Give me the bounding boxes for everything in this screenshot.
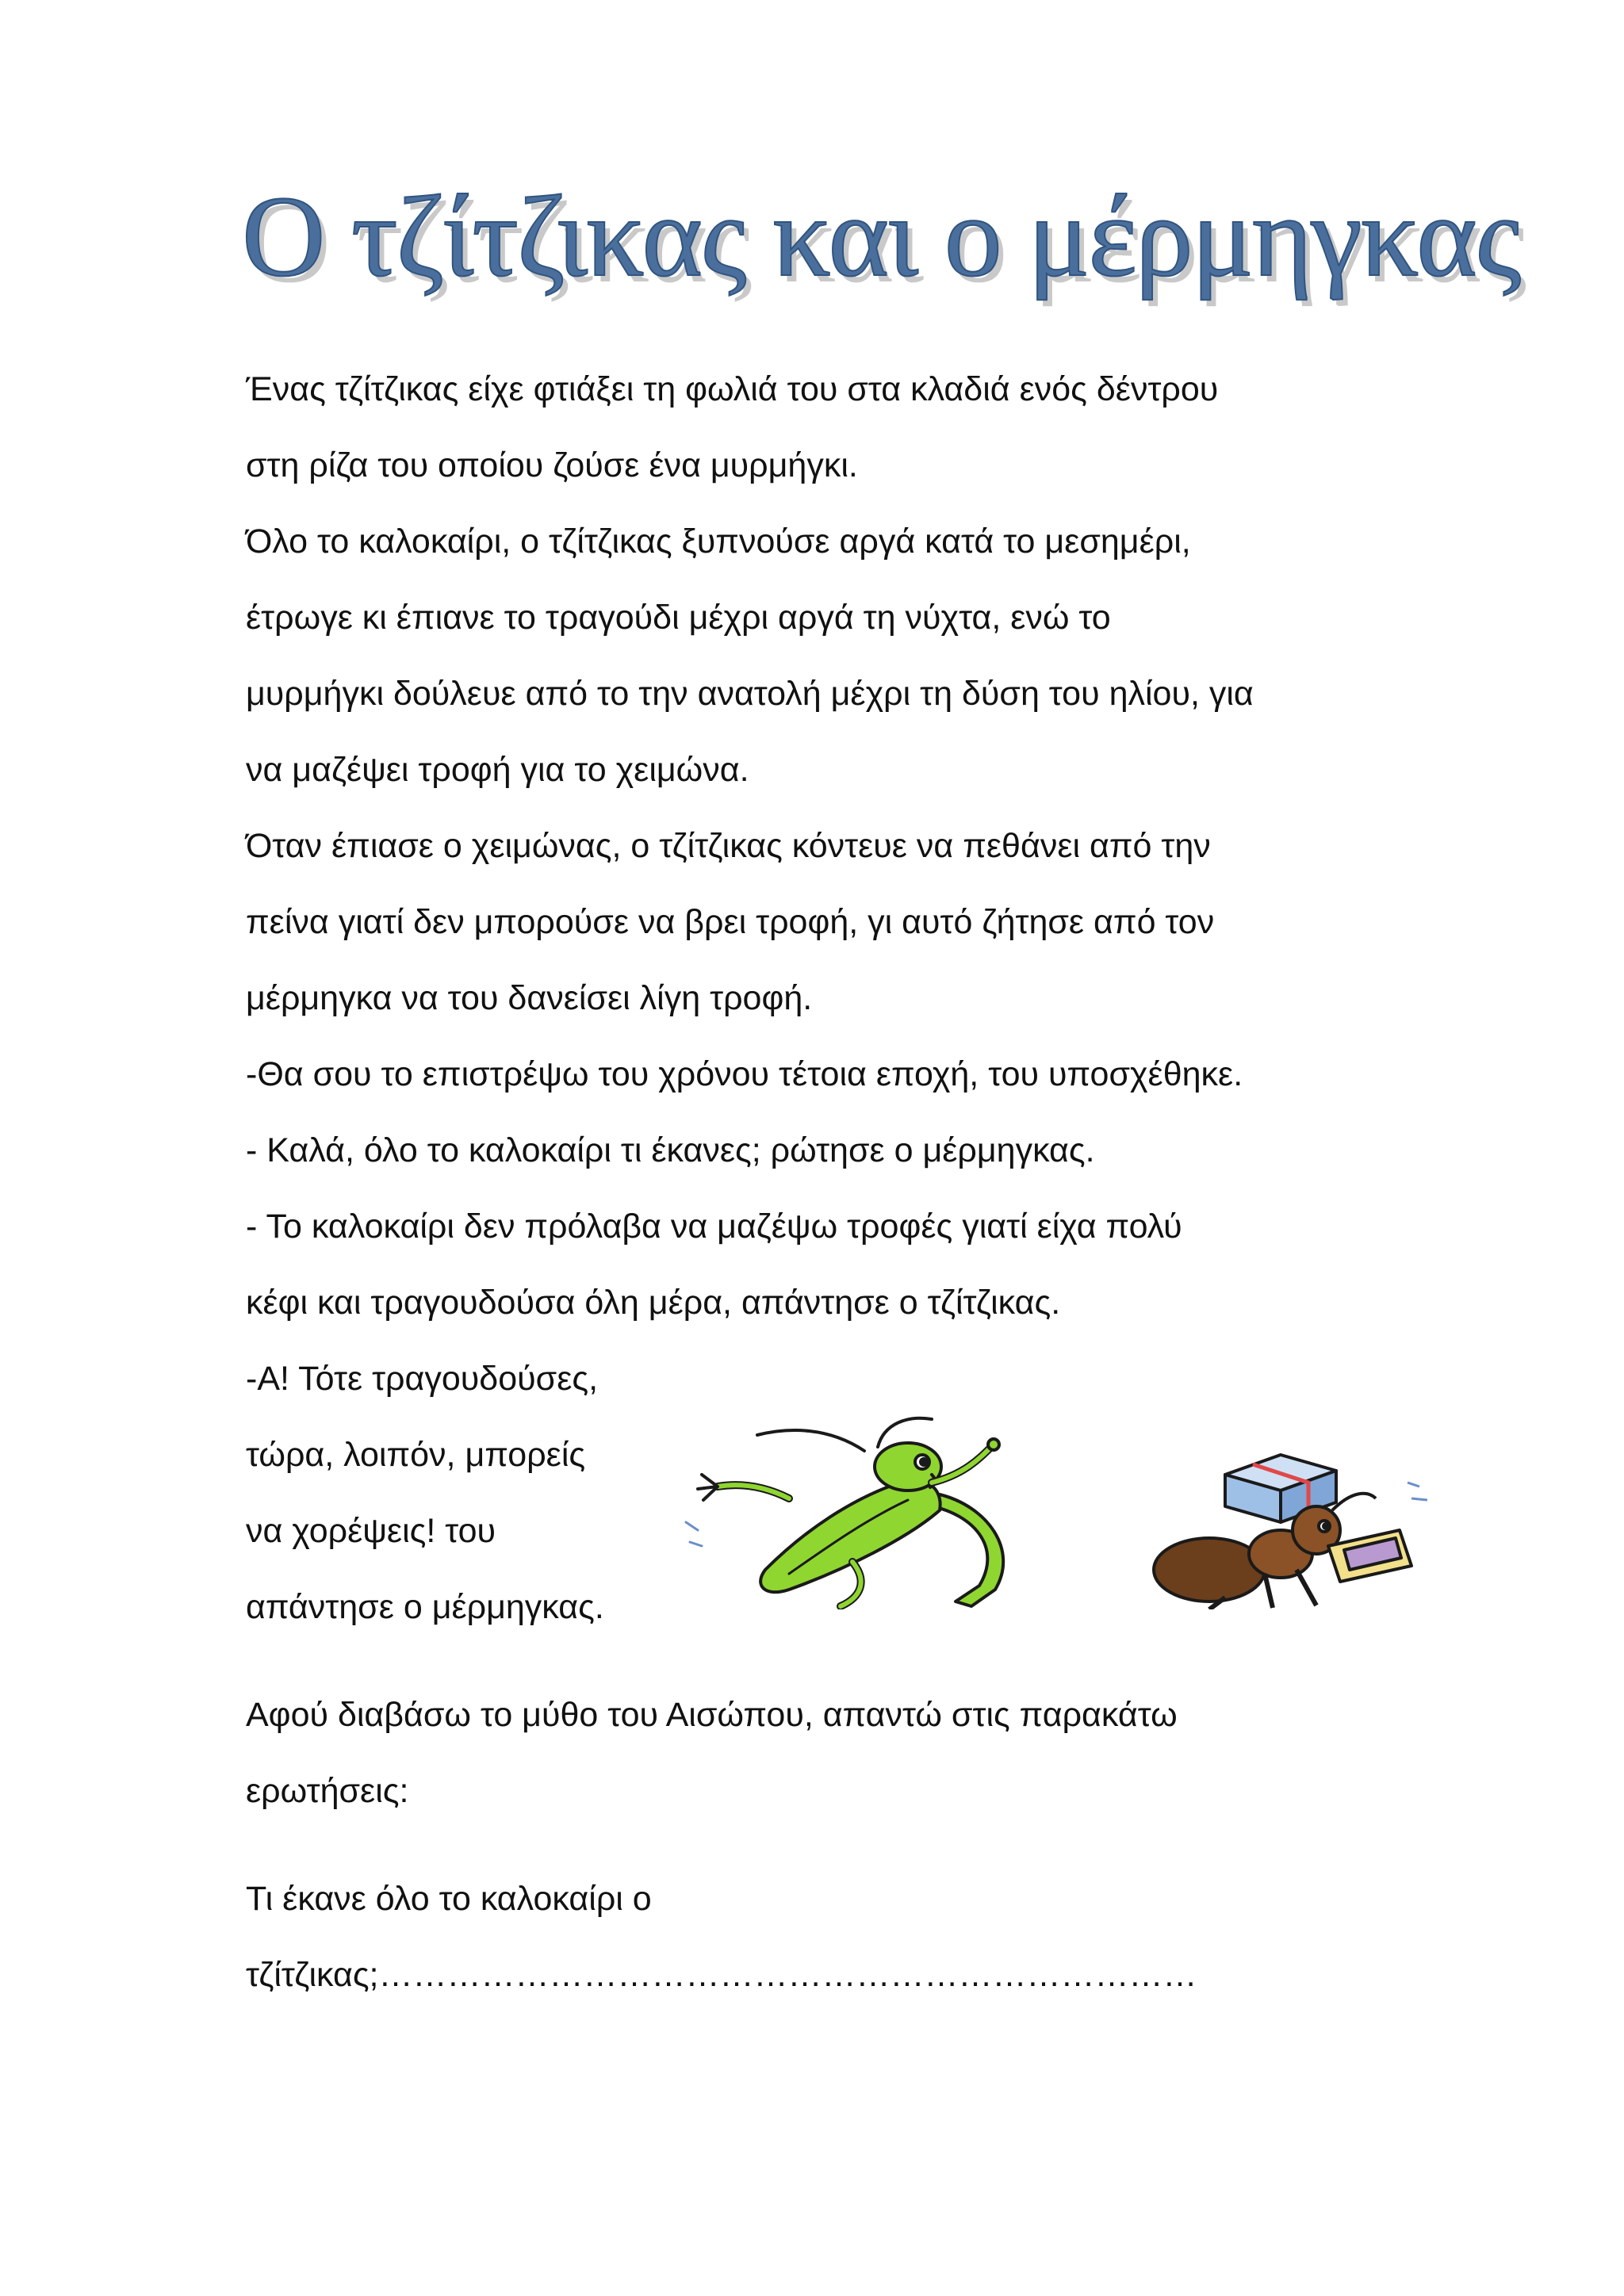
story-line: πείνα γιατί δεν μπορούσε να βρει τροφή, γι αυτό ζήτησε από τον (246, 903, 1215, 941)
story-line: να μαζέψει τροφή για το χειμώνα. (246, 751, 749, 789)
story-line: έτρωγε κι έπιανε το τραγούδι μέχρι αργά τη νύχτα, ενώ το (246, 599, 1111, 637)
story-line: Ένας τζίτζικας είχε φτιάξει τη φωλιά του στα κλαδιά ενός δέντρου (246, 370, 1219, 408)
story-line: στη ρίζα του οποίου ζούσε ένα μυρμήγκι. (246, 446, 858, 484)
question-line: Τι έκανε όλο το καλοκαίρι ο (246, 1880, 652, 1918)
instruction-line: Αφού διαβάσω το μύθο του Αισώπου, απαντώ στις παρακάτω (246, 1696, 1178, 1734)
story-line: -Α! Τότε τραγουδούσες, (246, 1360, 599, 1398)
story-line: κέφι και τραγουδούσα όλη μέρα, απάντησε ο τζίτζικας. (246, 1284, 1061, 1322)
story-line: - Καλά, όλο το καλοκαίρι τι έκανες; ρώτησε ο μέρμηγκας. (246, 1131, 1095, 1169)
story-line: μέρμηγκα να του δανείσει λίγη τροφή. (246, 979, 813, 1017)
story-line: Όλο το καλοκαίρι, ο τζίτζικας ξυπνούσε αργά κατά το μεσημέρι, (246, 522, 1191, 561)
page-title: Ο τζίτζικας και ο μέρμηγκας (242, 172, 1520, 300)
instruction-line: ερωτήσεις: (246, 1772, 409, 1810)
story-line: Όταν έπιασε ο χειμώνας, ο τζίτζικας κόντευε να πεθάνει από την (246, 827, 1211, 865)
story-line: - Το καλοκαίρι δεν πρόλαβα να μαζέψω τροφές γιατί είχα πολύ (246, 1207, 1182, 1246)
story-line: απάντησε ο μέρμηγκας. (246, 1588, 604, 1626)
story-line: μυρμήγκι δούλευε από το την ανατολή μέχρι τη δύση του ηλίου, για (246, 675, 1254, 713)
grasshopper-dancing-icon (686, 1418, 1003, 1606)
story-line: να χορέψεις! του (246, 1512, 496, 1550)
question-answer-line[interactable]: τζίτζικας;……………………………………………………………… (246, 1956, 1197, 1994)
story-line: -Θα σου το επιστρέψω του χρόνου τέτοια εποχή, του υποσχέθηκε. (246, 1055, 1243, 1093)
fable-illustration (670, 1411, 1447, 1609)
ant-carrying-food-icon (1154, 1455, 1427, 1609)
story-line: τώρα, λοιπόν, μπορείς (246, 1436, 586, 1474)
